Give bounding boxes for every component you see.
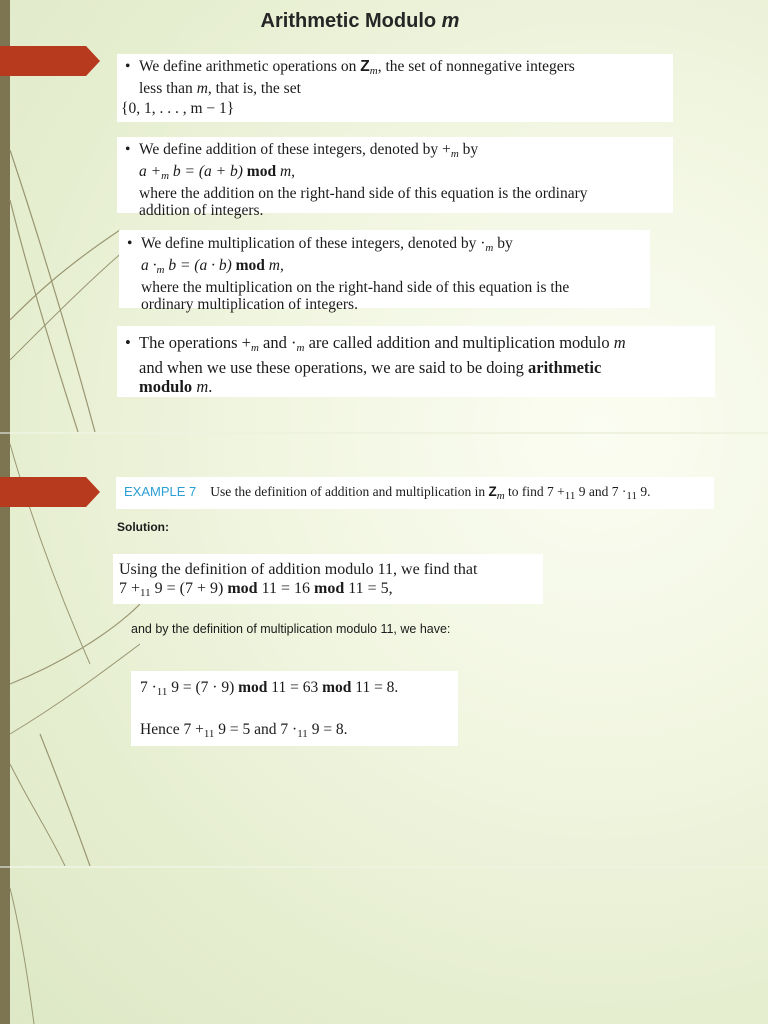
definition-line: addition of integers.	[139, 202, 264, 219]
slide-example-7	[0, 434, 768, 866]
solution-heading: Solution:	[117, 520, 169, 534]
slide-title: Arithmetic Modulo m	[260, 10, 460, 32]
decorative-lines	[0, 868, 80, 1024]
definition-line: modulo m.	[139, 377, 213, 396]
transition-text: and by the definition of multiplication modulo 11, we have:	[131, 622, 451, 636]
bullet-marker	[0, 46, 100, 76]
example-question: Use the definition of addition and multiplication in $Z_m$ to find $7 +_{11}$ 9 and $7 \cdot_{11}$ 9.	[210, 484, 651, 502]
definition-box-operations: • The operations $+_m$ and $\cdot_m$ are called addition and multiplication modulo m and when we use these operations, we are said to be doing arithmetic modulo m.	[117, 326, 715, 397]
addition-formula: $a +_m$ b = (a + b) mod m,	[139, 163, 296, 182]
definition-line: We define arithmetic operations on $Z_m$, the set of nonnegative integers	[139, 58, 575, 77]
set-expression: {0, 1, . . . , m − 1}	[121, 100, 235, 117]
definition-line: The operations $+_m$ and $\cdot_m$ are called addition and multiplication modulo m	[139, 333, 626, 354]
solution-conclusion: Hence $7 +_{11}$ 9 = 5 and $7 \cdot_{11}$ 9 = 8.	[140, 721, 348, 740]
definition-line: where the addition on the right-hand side of this equation is the ordinary	[139, 185, 588, 202]
left-bar	[0, 868, 10, 1024]
slide-blank	[0, 868, 768, 1024]
slide-arithmetic-modulo	[0, 0, 768, 432]
solution-line: $7 +_{11}$ 9 = (7 + 9) mod 11 = 16 mod 11 = 5,	[119, 580, 393, 599]
definition-box-addition: • We define addition of these integers, denoted by $+_m$ by $a +_m$ b = (a + b) mod m, where the addition on the right-hand side of this equation is the ordinary addition of integers.	[117, 137, 673, 213]
definition-line: We define multiplication of these integers, denoted by $\cdot_m$ by	[141, 235, 513, 254]
example-box	[116, 477, 714, 509]
solution-line: Using the definition of addition modulo 11, we find that	[119, 561, 478, 578]
addition-solution-box	[113, 554, 543, 604]
definition-line: less than m, that is, the set	[139, 80, 301, 97]
solution-line: $7 \cdot_{11}$ 9 = (7 · 9) mod 11 = 63 mod 11 = 8.	[140, 679, 399, 698]
definition-line: ordinary multiplication of integers.	[141, 296, 358, 313]
definition-box-zm: • We define arithmetic operations on $Z_m$, the set of nonnegative integers less than m, that is, the set {0, 1, . . . , m − 1}	[117, 54, 673, 122]
multiplication-solution-box	[131, 671, 458, 746]
example-label: EXAMPLE 7	[124, 484, 197, 499]
bullet-marker	[0, 477, 100, 507]
definition-line: and when we use these operations, we are said to be doing arithmetic	[139, 358, 602, 377]
definition-line: We define addition of these integers, denoted by $+_m$ by	[139, 141, 479, 160]
definition-box-multiplication: • We define multiplication of these integers, denoted by $\cdot_m$ by $a \cdot_m$ b = (a · b) mod m, where the multiplication on the right-hand side of this equation is the ordinary multiplication of integers.	[119, 230, 650, 308]
definition-line: where the multiplication on the right-hand side of this equation is the	[141, 279, 570, 296]
multiplication-formula: $a \cdot_m$ b = (a · b) mod m,	[141, 257, 284, 276]
